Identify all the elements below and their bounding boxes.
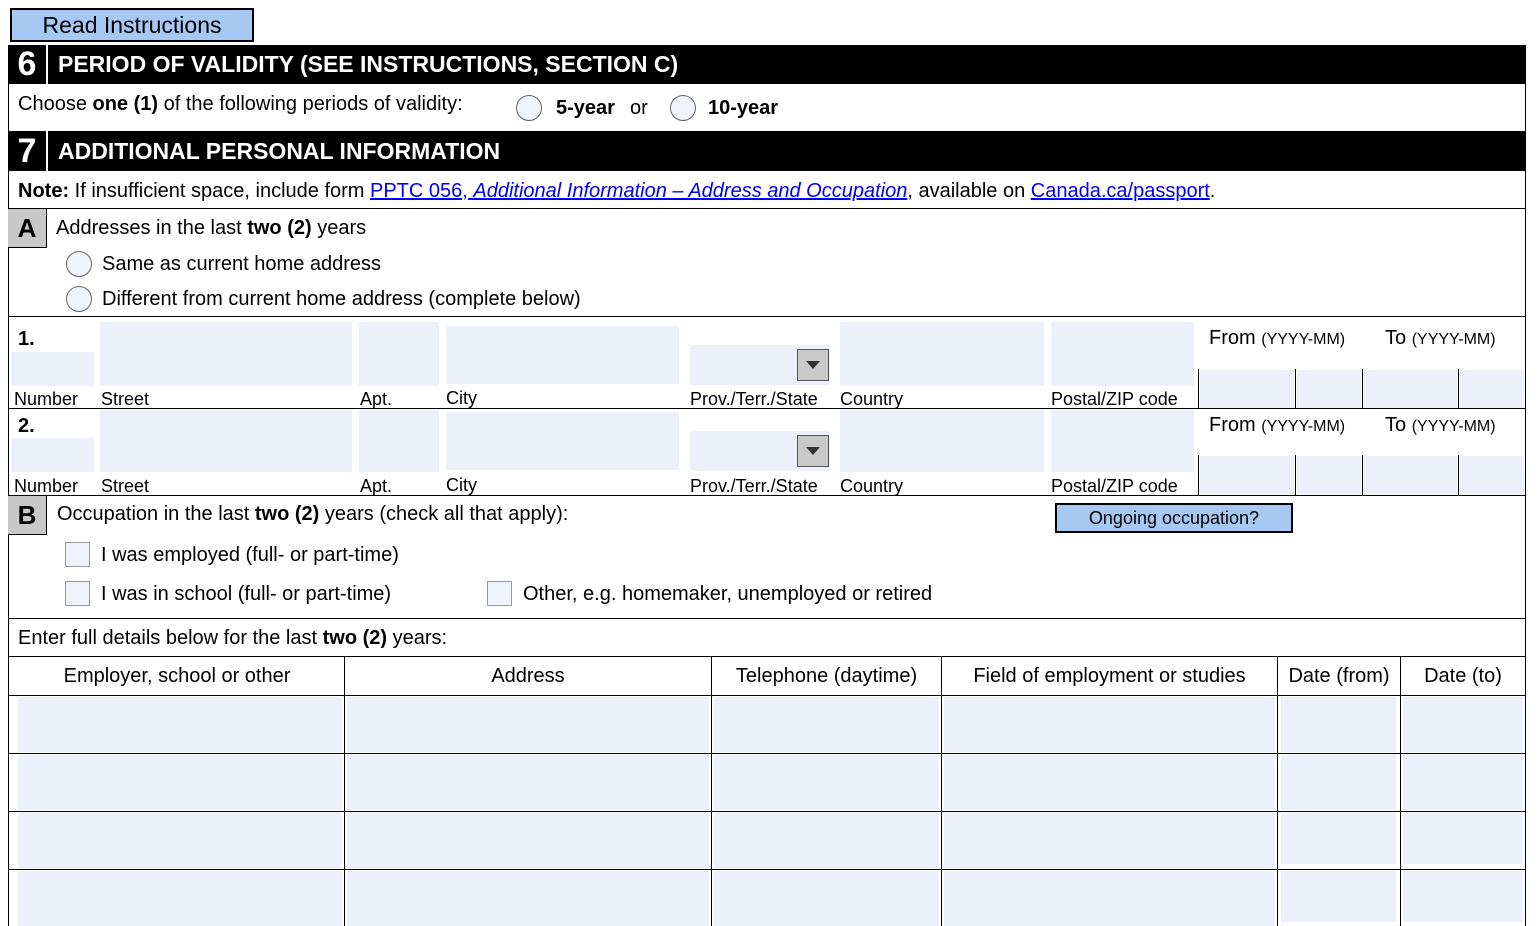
canada-passport-link[interactable]: Canada.ca/passport — [1030, 180, 1210, 202]
to-year-field[interactable] — [1364, 456, 1457, 494]
school-checkbox[interactable] — [65, 581, 90, 606]
column-header: Date (from) — [1288, 665, 1390, 687]
country-label: Country — [840, 476, 904, 496]
part-a-letter: A — [8, 209, 47, 248]
city-label: City — [446, 475, 477, 495]
divider — [8, 316, 1526, 317]
school-label: I was in school (full- or part-time) — [101, 583, 392, 605]
details-instruction: Enter full details below for the last two (2) years: — [18, 627, 448, 649]
column-header: Date (to) — [1424, 665, 1502, 687]
other-label: Other, e.g. homemaker, unemployed or retired — [523, 583, 933, 605]
address-field[interactable] — [347, 755, 709, 810]
street-label: Street — [101, 389, 150, 409]
divider — [8, 695, 1526, 696]
divider — [941, 657, 942, 926]
city-field[interactable] — [446, 326, 679, 384]
part-a-heading: Addresses in the last two (2) years — [56, 217, 367, 239]
field-of-study-field[interactable] — [944, 813, 1275, 868]
divider — [1198, 455, 1199, 495]
column-header: Field of employment or studies — [973, 665, 1246, 687]
from-year-field[interactable] — [1200, 370, 1294, 408]
date-to-field[interactable] — [1403, 755, 1523, 810]
number-field[interactable] — [12, 352, 94, 386]
to-label: To (YYYY-MM) — [1385, 327, 1496, 349]
pptc-056-link[interactable]: PPTC 056, Additional Information – Address and Occupation — [370, 180, 908, 202]
read-instructions-button[interactable]: Read Instructions — [10, 8, 254, 42]
date-from-field[interactable] — [1281, 813, 1396, 864]
validity-instruction: Choose one (1) of the following periods of validity: — [18, 93, 463, 115]
validity-5-year-radio[interactable] — [516, 95, 542, 121]
divider — [1362, 369, 1363, 409]
note-text: Note: If insufficient space, include form PPTC 056, Additional Information – Address and Occupation, available on Canada.ca/passport. — [18, 180, 1216, 202]
divider — [1400, 657, 1401, 926]
apt-field[interactable] — [359, 322, 439, 386]
from-month-field[interactable] — [1297, 370, 1361, 408]
postal-field[interactable] — [1051, 410, 1194, 472]
date-from-field[interactable] — [1281, 871, 1396, 922]
divider — [1295, 455, 1296, 495]
part-b-letter: B — [8, 496, 47, 535]
date-from-field[interactable] — [1281, 755, 1396, 810]
street-label: Street — [101, 476, 150, 496]
date-to-field[interactable] — [1403, 697, 1523, 752]
section-title: PERIOD OF VALIDITY (SEE INSTRUCTIONS, SECTION C) — [58, 51, 679, 77]
date-from-field[interactable] — [1281, 697, 1396, 752]
validity-5-year-label: 5-year — [556, 97, 615, 119]
employer-field[interactable] — [18, 871, 342, 926]
column-header: Telephone (daytime) — [735, 665, 918, 687]
from-year-field[interactable] — [1200, 456, 1294, 494]
apt-field[interactable] — [359, 410, 439, 472]
field-of-study-field[interactable] — [944, 755, 1275, 810]
section-number: 7 — [8, 131, 48, 171]
address-field[interactable] — [347, 697, 709, 752]
to-month-field[interactable] — [1460, 456, 1524, 494]
telephone-field[interactable] — [714, 697, 939, 752]
divider — [711, 657, 712, 926]
part-b-heading: Occupation in the last two (2) years (check all that apply): — [57, 503, 569, 525]
section-title: ADDITIONAL PERSONAL INFORMATION — [58, 138, 501, 164]
frame-left — [8, 45, 9, 926]
address-field[interactable] — [347, 813, 709, 868]
section-number: 6 — [8, 45, 48, 84]
apt-label: Apt. — [360, 389, 393, 409]
divider — [344, 657, 345, 926]
telephone-field[interactable] — [714, 755, 939, 810]
employed-checkbox[interactable] — [65, 542, 90, 567]
column-header: Employer, school or other — [63, 665, 291, 687]
or-label: or — [630, 97, 648, 119]
ongoing-occupation-button[interactable]: Ongoing occupation? — [1055, 503, 1293, 533]
validity-10-year-label: 10-year — [708, 97, 779, 119]
chevron-down-icon[interactable] — [797, 435, 829, 467]
divider — [8, 408, 1526, 409]
to-label: To (YYYY-MM) — [1385, 414, 1496, 436]
divider — [1362, 455, 1363, 495]
divider — [1277, 657, 1278, 926]
divider — [8, 495, 1526, 496]
street-field[interactable] — [100, 322, 352, 386]
address-row-number: 2. — [18, 415, 35, 437]
number-label: Number — [14, 389, 79, 409]
postal-label: Postal/ZIP code — [1051, 389, 1178, 409]
divider — [1458, 455, 1459, 495]
section-7-header — [8, 131, 1526, 171]
divider — [8, 869, 1526, 870]
different-address-label: Different from current home address (complete below) — [102, 288, 581, 310]
divider — [1198, 369, 1199, 409]
from-label: From (YYYY-MM) — [1209, 414, 1346, 436]
from-label: From (YYYY-MM) — [1209, 327, 1346, 349]
divider — [8, 811, 1526, 812]
street-field[interactable] — [100, 410, 352, 472]
employer-field[interactable] — [18, 813, 342, 868]
address-field[interactable] — [347, 871, 709, 926]
employed-label: I was employed (full- or part-time) — [101, 544, 399, 566]
apt-label: Apt. — [360, 476, 393, 496]
employer-field[interactable] — [18, 755, 342, 810]
country-field[interactable] — [840, 410, 1044, 472]
country-field[interactable] — [840, 322, 1044, 386]
telephone-field[interactable] — [714, 813, 939, 868]
city-label: City — [446, 388, 477, 408]
employer-field[interactable] — [18, 697, 342, 752]
divider — [8, 618, 1526, 619]
date-to-field[interactable] — [1403, 871, 1523, 922]
divider — [1295, 369, 1296, 409]
postal-field[interactable] — [1051, 322, 1194, 386]
different-address-radio[interactable] — [66, 286, 92, 312]
divider — [8, 753, 1526, 754]
validity-10-year-radio[interactable] — [670, 95, 696, 121]
chevron-down-icon[interactable] — [797, 349, 829, 381]
divider — [1458, 369, 1459, 409]
number-field[interactable] — [12, 438, 94, 472]
postal-label: Postal/ZIP code — [1051, 476, 1178, 496]
to-year-field[interactable] — [1364, 370, 1457, 408]
section-6-header — [8, 45, 1526, 84]
divider — [8, 208, 1526, 209]
frame-right — [1525, 45, 1526, 926]
from-month-field[interactable] — [1297, 456, 1361, 494]
country-label: Country — [840, 389, 904, 409]
same-address-radio[interactable] — [66, 251, 92, 277]
other-checkbox[interactable] — [487, 581, 512, 606]
prov-label: Prov./Terr./State — [690, 389, 818, 409]
field-of-study-field[interactable] — [944, 871, 1275, 926]
prov-label: Prov./Terr./State — [690, 476, 818, 496]
city-field[interactable] — [446, 412, 679, 470]
same-address-label: Same as current home address — [102, 253, 382, 275]
number-label: Number — [14, 476, 79, 496]
telephone-field[interactable] — [714, 871, 939, 926]
date-to-field[interactable] — [1403, 813, 1523, 864]
field-of-study-field[interactable] — [944, 697, 1275, 752]
column-header: Address — [491, 665, 565, 687]
to-month-field[interactable] — [1460, 370, 1524, 408]
address-row-number: 1. — [18, 328, 35, 350]
